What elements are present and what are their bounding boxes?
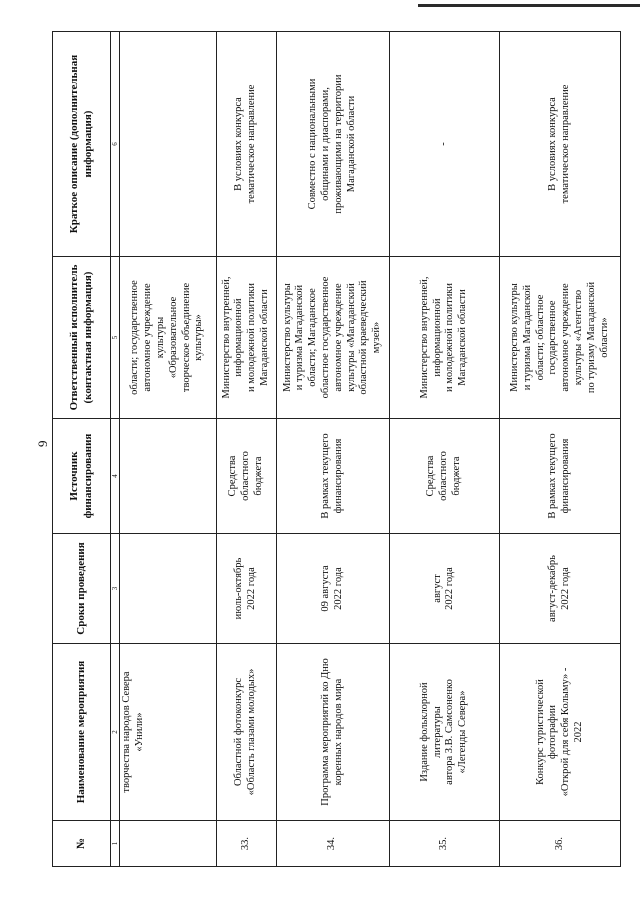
cell-dates: июль-октябрь 2022 года [216, 534, 276, 644]
cell-desc: - [389, 32, 500, 257]
header-responsible: Ответственный исполнитель (контактная информация) [53, 257, 111, 419]
cell-no [120, 821, 217, 867]
header-name: Наименование мероприятия [53, 644, 111, 821]
cell-source: В рамках текущего финансирования [500, 419, 621, 534]
col-number: 3 [111, 534, 120, 644]
table-row [120, 32, 217, 867]
cell-desc: В условиях конкурса тематическое направление [500, 32, 621, 257]
table-header-row [53, 32, 111, 867]
cell-name: Конкурс туристической фотографии «Открой для себя Колыму» - 2022 [500, 644, 621, 821]
header-dates: Сроки проведения [53, 534, 111, 644]
page-number: 9 [35, 440, 50, 447]
col-number: 4 [111, 419, 120, 534]
col-number: 1 [111, 821, 120, 867]
cell-no: 34. [276, 821, 389, 867]
cell-dates: 09 августа 2022 года [276, 534, 389, 644]
cell-name: Издание фольклорной литературы автора З.В. Самсоненко «Легенды Севера» [389, 644, 500, 821]
cell-responsible: Министерство внутренней, информационной и молодежной политики Магаданской области [389, 257, 500, 419]
rotated-table-container [52, 32, 621, 867]
table-row [216, 32, 276, 867]
cell-dates: август-декабрь 2022 года [500, 534, 621, 644]
events-table [52, 31, 621, 867]
table-row [500, 32, 621, 867]
cell-desc [120, 32, 217, 257]
cell-responsible: Министерство культуры и туризма Магаданской области; областное государственное автономное учреждение культуры «Агентство по туризму Магаданской области» [500, 257, 621, 419]
header-no: № [53, 821, 111, 867]
cell-no: 33. [216, 821, 276, 867]
col-number: 2 [111, 644, 120, 821]
cell-name: творчества народов Севера «Унили» [120, 644, 217, 821]
cell-dates [120, 534, 217, 644]
header-source: Источник финансирования [53, 419, 111, 534]
cell-name: Областной фотоконкурс «Область глазами молодых» [216, 644, 276, 821]
cell-no: 36. [500, 821, 621, 867]
cell-responsible: Министерство внутренней, информационной и молодежной политики Магаданской области [216, 257, 276, 419]
header-desc: Краткое описание (дополнительная информация) [53, 32, 111, 257]
col-number: 5 [111, 257, 120, 419]
cell-name: Программа мероприятий ко Дню коренных народов мира [276, 644, 389, 821]
col-number: 6 [111, 32, 120, 257]
cell-dates: август 2022 года [389, 534, 500, 644]
table-row [389, 32, 500, 867]
cell-desc: В условиях конкурса тематическое направление [216, 32, 276, 257]
cell-source [120, 419, 217, 534]
cell-desc: Совместно с национальными общинами и диаспорами, проживающими на территории Магаданской области [276, 32, 389, 257]
scan-edge-line [418, 4, 640, 7]
cell-source: Средства областного бюджета [216, 419, 276, 534]
column-number-row [111, 32, 120, 867]
table-row [276, 32, 389, 867]
cell-source: В рамках текущего финансирования [276, 419, 389, 534]
cell-responsible: области; государственное автономное учреждение культуры «Образовательное творческое объединение культуры» [120, 257, 217, 419]
cell-no: 35. [389, 821, 500, 867]
cell-source: Средства областного бюджета [389, 419, 500, 534]
cell-responsible: Министерство культуры и туризма Магаданской области; Магаданское областное государственное автономное учреждение культуры «Магаданский областной краеведческий музей» [276, 257, 389, 419]
